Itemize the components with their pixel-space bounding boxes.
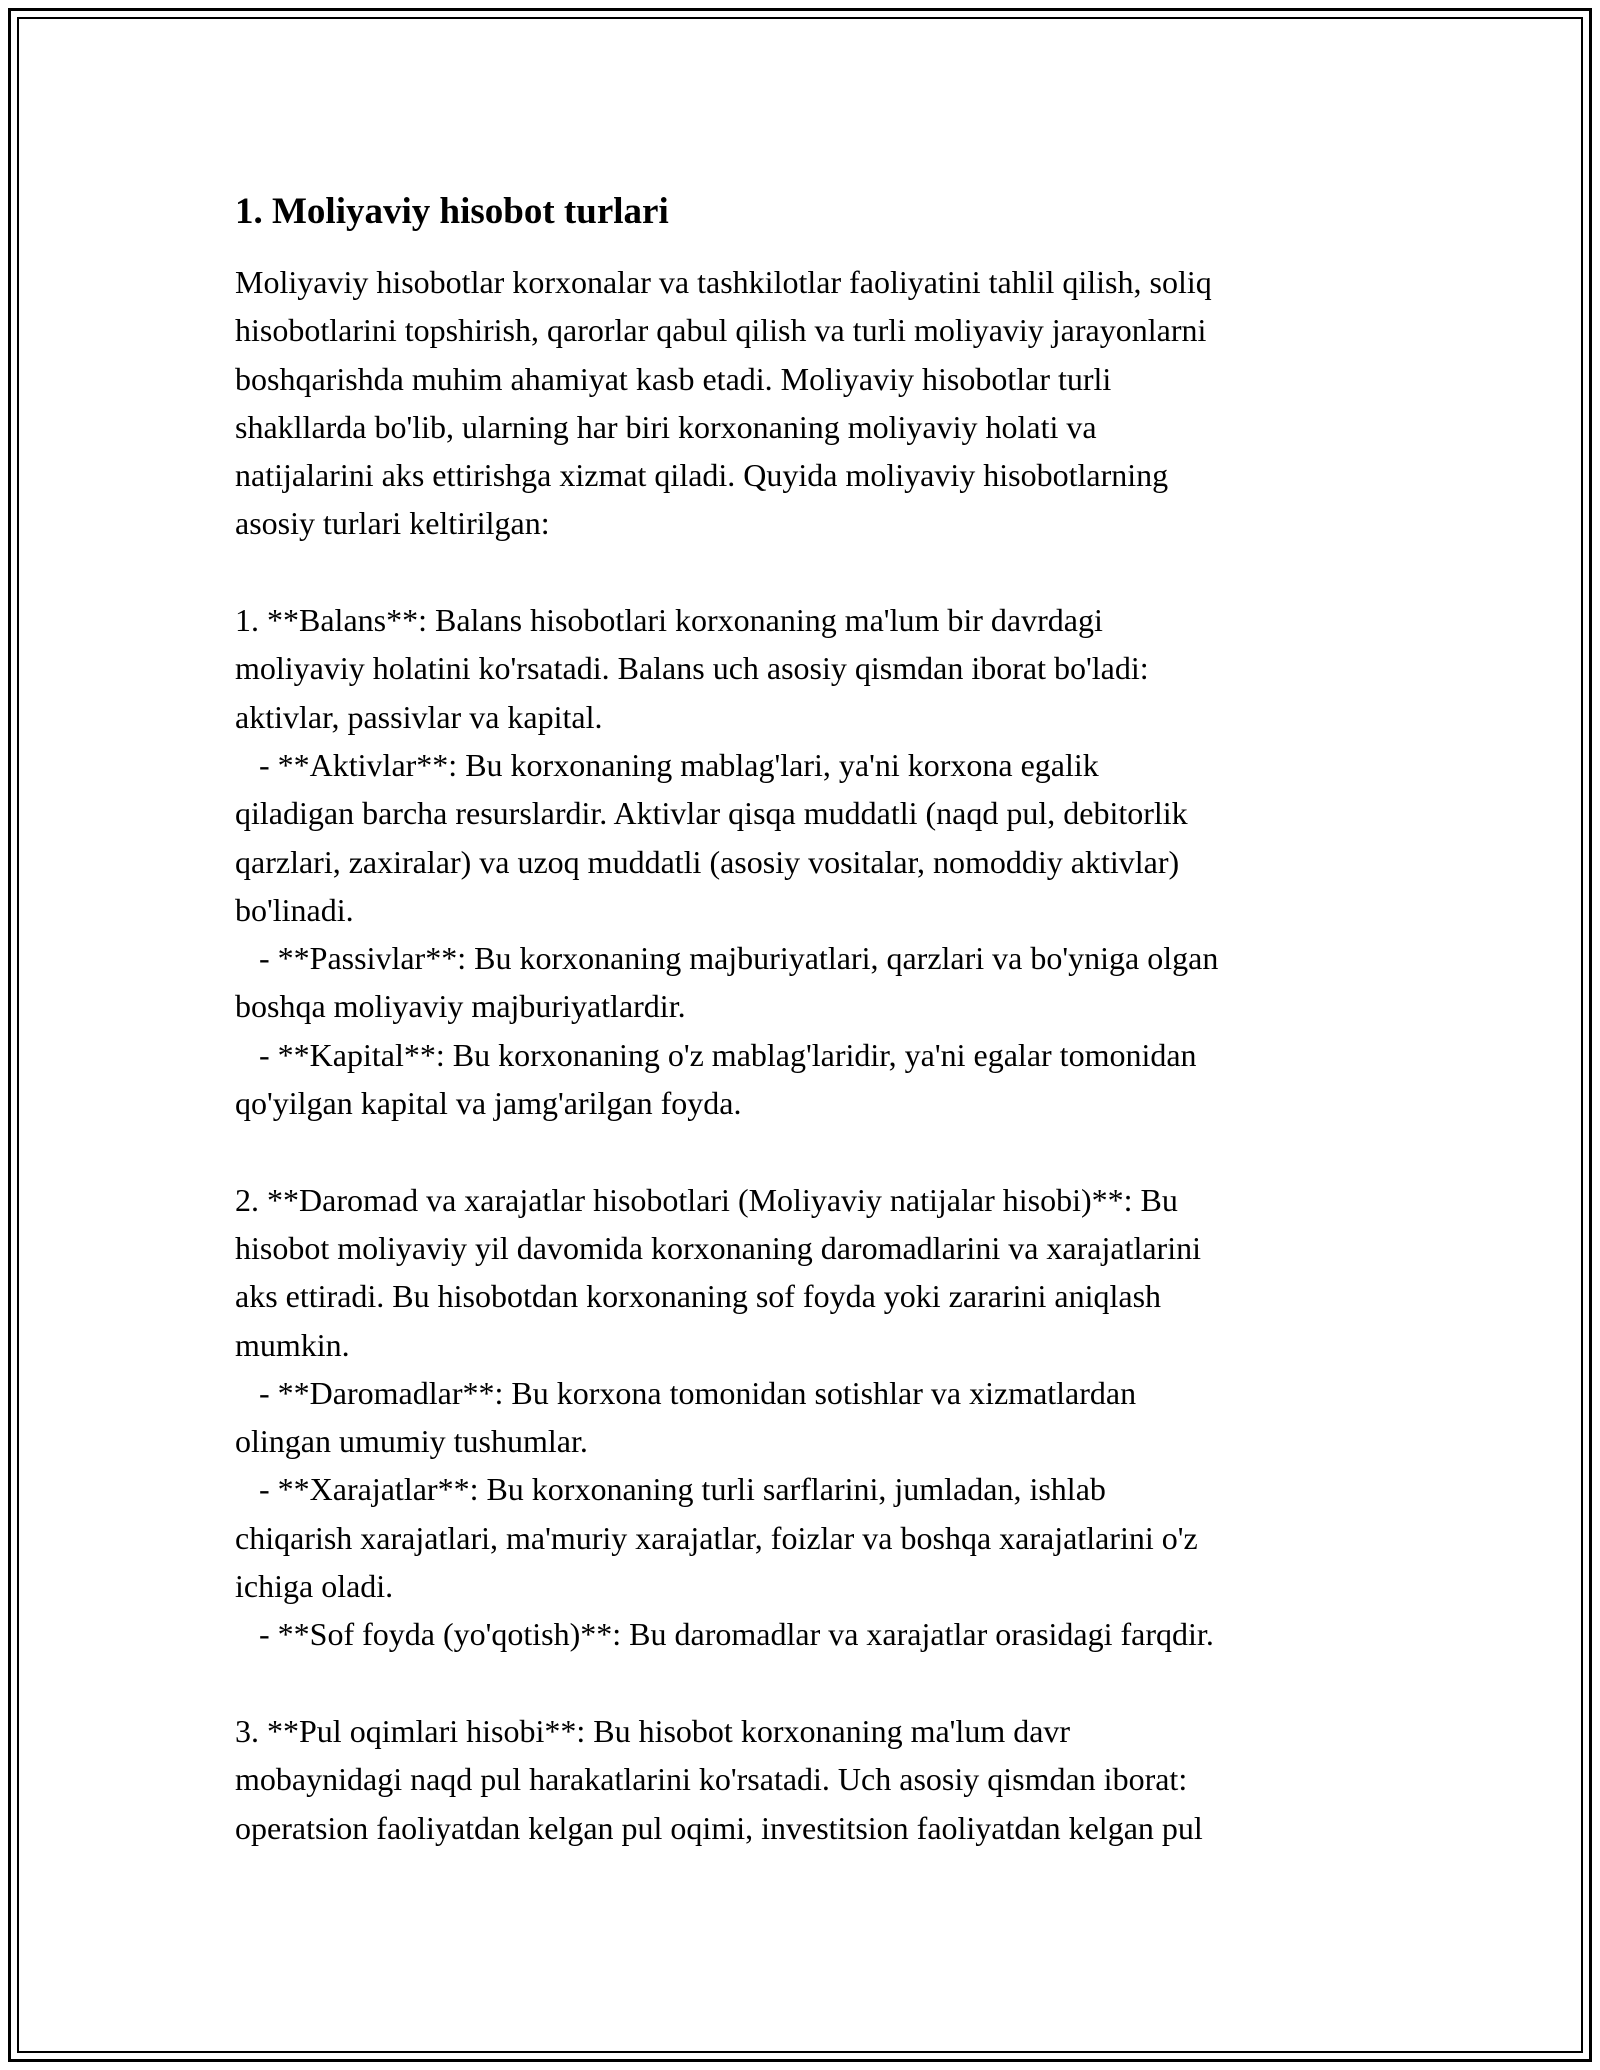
section-heading: 1. Moliyaviy hisobot turlari <box>235 191 669 232</box>
text-line: boshqarishda muhim ahamiyat kasb etadi. Moliyaviy hisobotlar turli <box>235 360 1112 397</box>
text-line: hisobotlarini topshirish, qarorlar qabul qilish va turli moliyaviy jarayonlarni <box>235 312 1207 349</box>
text-line <box>235 1659 1385 1707</box>
text-line: moliyaviy holatini ko'rsatadi. Balans uch asosiy qismdan iborat bo'ladi: <box>235 650 1149 687</box>
text-line: Moliyaviy hisobotlar korxonalar va tashkilotlar faoliyatini tahlil qilish, soliq <box>235 264 1212 300</box>
text-line <box>235 1127 1385 1175</box>
document-page <box>235 188 1385 1852</box>
text-line: aks ettiradi. Bu hisobotdan korxonaning sof foyda yoki zararini aniqlash <box>235 1278 1162 1315</box>
text-line: chiqarish xarajatlari, ma'muriy xarajatlar, foizlar va boshqa xarajatlarini o'z <box>235 1519 1198 1556</box>
text-line: natijalarini aks ettirishga xizmat qiladi. Quyida moliyaviy hisobotlarning <box>235 457 1169 494</box>
text-line: qiladigan barcha resurslardir. Aktivlar qisqa muddatli (naqd pul, debitorlik <box>235 795 1188 832</box>
text-line: - **Sof foyda (yo'qotish)**: Bu daromadlar va xarajatlar orasidagi farqdir. <box>235 1616 1214 1653</box>
document-body <box>235 258 1385 1852</box>
text-line: - **Aktivlar**: Bu korxonaning mablag'lari, ya'ni korxona egalik <box>235 746 1099 783</box>
text-line: mumkin. <box>235 1326 350 1363</box>
text-line <box>235 548 1385 596</box>
text-line: qo'yilgan kapital va jamg'arilgan foyda. <box>235 1085 742 1122</box>
text-line: ichiga oladi. <box>235 1568 394 1605</box>
text-line: 1. **Balans**: Balans hisobotlari korxonaning ma'lum bir davrdagi <box>235 602 1103 639</box>
text-line: 2. **Daromad va xarajatlar hisobotlari (Moliyaviy natijalar hisobi)**: Bu <box>235 1181 1178 1218</box>
text-line: mobaynidagi naqd pul harakatlarini ko'rsatadi. Uch asosiy qismdan iborat: <box>235 1761 1188 1798</box>
text-line: operatsion faoliyatdan kelgan pul oqimi, investitsion faoliyatdan kelgan pul <box>235 1809 1203 1846</box>
text-line: - **Passivlar**: Bu korxonaning majburiyatlari, qarzlari va bo'yniga olgan <box>235 940 1219 977</box>
text-line: aktivlar, passivlar va kapital. <box>235 698 603 735</box>
text-line: olingan umumiy tushumlar. <box>235 1423 588 1460</box>
text-line: - **Xarajatlar**: Bu korxonaning turli sarflarini, jumladan, ishlab <box>235 1471 1106 1508</box>
text-line: boshqa moliyaviy majburiyatlardir. <box>235 988 686 1025</box>
text-line: qarzlari, zaxiralar) va uzoq muddatli (asosiy vositalar, nomoddiy aktivlar) <box>235 843 1180 880</box>
text-line: 3. **Pul oqimlari hisobi**: Bu hisobot korxonaning ma'lum davr <box>235 1712 1071 1749</box>
text-line: - **Kapital**: Bu korxonaning o'z mablag'laridir, ya'ni egalar tomonidan <box>235 1036 1197 1073</box>
text-line: hisobot moliyaviy yil davomida korxonaning daromadlarini va xarajatlarini <box>235 1229 1201 1266</box>
text-line: shakllarda bo'lib, ularning har biri korxonaning moliyaviy holati va <box>235 408 1097 445</box>
text-line: asosiy turlari keltirilgan: <box>235 505 550 542</box>
text-line: bo'linadi. <box>235 891 354 928</box>
text-line: - **Daromadlar**: Bu korxona tomonidan sotishlar va xizmatlardan <box>235 1374 1137 1411</box>
